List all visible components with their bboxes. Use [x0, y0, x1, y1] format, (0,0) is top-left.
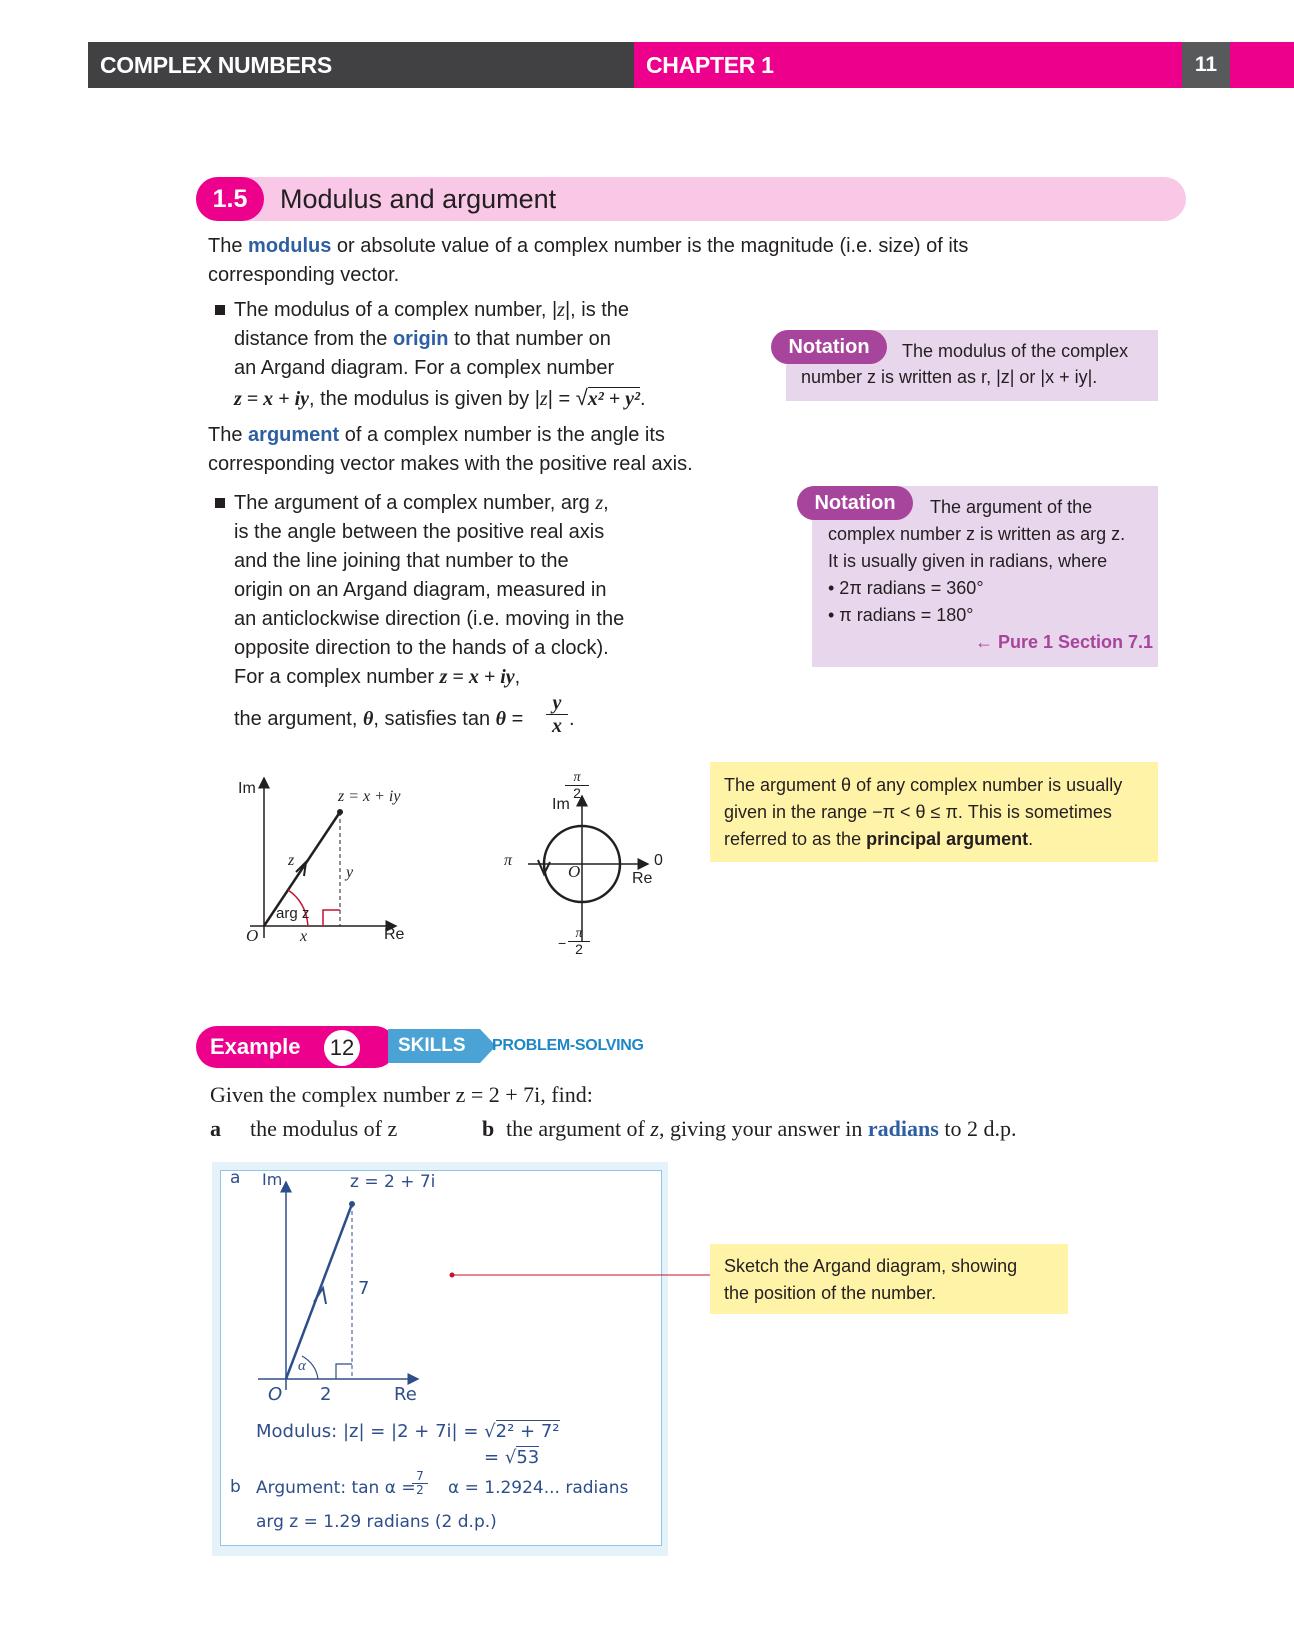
- skill-type: PROBLEM-SOLVING: [492, 1037, 644, 1054]
- argument-definition: The argument of a complex number, arg z, is the angle between the positive real axis and the line joining that number to the origin on an Argand diagram, measured in an anticlockwise direction (i.e. moving in the opposite direction to the hands of a clock). For a complex number z = x + iy,: [234, 492, 625, 688]
- bullet-marker: [212, 498, 226, 512]
- fraction-7-over-2: 7 2: [412, 1470, 428, 1497]
- axis-label-im: Im: [552, 796, 570, 813]
- modulus-result: = √53: [484, 1447, 540, 1468]
- notation-tag: Notation: [797, 486, 913, 520]
- solution-part-b: b: [230, 1477, 241, 1497]
- notation-tag: Notation: [771, 330, 887, 364]
- height-label: 7: [358, 1278, 370, 1299]
- example-question: Given the complex number z = 2 + 7i, find:: [210, 1082, 593, 1107]
- part-b-text: the argument of z, giving your answer in radians to 2 d.p.: [506, 1116, 1017, 1141]
- part-a-text: the modulus of z: [250, 1116, 398, 1141]
- keyword-origin: origin: [392, 328, 449, 350]
- right-angle-mark: [323, 910, 340, 926]
- label-minus: −: [558, 935, 567, 951]
- bullet-marker: [212, 305, 226, 319]
- header-accent: [1230, 42, 1294, 88]
- fraction-y-over-x: y x: [546, 692, 568, 737]
- period: .: [569, 708, 575, 730]
- origin-label: O: [568, 862, 581, 881]
- vector-z: [286, 1204, 352, 1379]
- width-label: x: [300, 928, 308, 945]
- angle-label: α: [298, 1358, 306, 1374]
- argument-intro: The argument of a complex number is the angle its corresponding vector makes with the positive real axis.: [208, 424, 693, 475]
- principal-text: referred to as the principal argument.: [724, 829, 1034, 849]
- principal-text: The argument θ of any complex number is usually: [724, 775, 1123, 795]
- origin-label: O: [246, 926, 259, 945]
- label-pi-over-2: π 2: [565, 770, 589, 801]
- label-minus-pi-over-2: π 2: [568, 926, 590, 957]
- example-number: 12: [322, 1028, 362, 1068]
- page-number: 11: [1182, 42, 1230, 88]
- example-label: Example: [210, 1034, 301, 1059]
- right-angle-mark: [336, 1364, 352, 1379]
- modulus-definition: The modulus of a complex number, |z|, is the distance from the origin to that number on an Argand diagram. For a complex number z = x + iy, the modulus is given by |z| = √x² + y².: [234, 299, 646, 410]
- height-label: y: [346, 864, 354, 881]
- point-label: z = x + iy: [338, 788, 401, 805]
- part-a-label: a: [210, 1116, 221, 1141]
- notation-text: • 2π radians = 360°: [828, 578, 984, 598]
- axis-label-im: Im: [238, 780, 256, 797]
- label-zero: 0: [654, 852, 663, 869]
- header-chapter: CHAPTER 1: [634, 42, 1182, 88]
- sqrt-symbol: √: [575, 385, 588, 410]
- notation-text: The modulus of the complex: [902, 341, 1129, 361]
- argument-formula: the argument, θ, satisfies tan θ =: [234, 708, 524, 730]
- axis-label-re: Re: [632, 870, 653, 887]
- angle-value: α = 1.2924... radians: [448, 1478, 629, 1498]
- principal-text: given in the range −π < θ ≤ π. This is sometimes: [724, 802, 1112, 822]
- notation-text: • π radians = 180°: [828, 605, 974, 625]
- keyword-modulus: modulus: [248, 235, 332, 257]
- skills-tag: SKILLS: [388, 1029, 480, 1063]
- axis-label-re: Re: [384, 926, 405, 943]
- part-b-label: b: [482, 1116, 495, 1141]
- cross-reference-link[interactable]: ← Pure 1 Section 7.1: [975, 632, 1154, 652]
- notation-text: complex number z is written as arg z.: [828, 524, 1126, 544]
- solution-argand-diagram: [250, 1174, 430, 1404]
- axis-label-im: Im: [262, 1170, 283, 1189]
- solution-part-a: a: [230, 1168, 241, 1188]
- label-pi: π: [504, 852, 513, 869]
- notation-text: The argument of the: [930, 497, 1093, 517]
- pointer-line: [448, 1270, 710, 1280]
- sketch-note-text: the position of the number.: [724, 1283, 937, 1303]
- sketch-note-text: Sketch the Argand diagram, showing: [724, 1256, 1018, 1276]
- keyword-argument: argument: [248, 424, 340, 446]
- final-answer: arg z = 1.29 radians (2 d.p.): [256, 1512, 497, 1532]
- notation-text: It is usually given in radians, where: [828, 551, 1108, 571]
- arg-label: arg z: [276, 905, 310, 922]
- notation-text: number z is written as r, |z| or |x + iy|.: [801, 367, 1098, 387]
- header-topic: COMPLEX NUMBERS: [88, 42, 634, 88]
- origin-label: O: [268, 1384, 283, 1405]
- axis-label-re: Re: [394, 1384, 417, 1405]
- vector-label: z: [288, 852, 295, 869]
- width-label: 2: [320, 1384, 332, 1405]
- modulus-working: Modulus: |z| = |2 + 7i| = √2² + 7²: [256, 1421, 560, 1442]
- section-title: Modulus and argument: [280, 184, 557, 214]
- modulus-intro: The modulus or absolute value of a complex number is the magnitude (i.e. size) of its corresponding vector.: [208, 235, 969, 286]
- section-number: 1.5: [196, 177, 264, 221]
- argument-working: Argument: tan α =: [256, 1478, 416, 1498]
- point-label: z = 2 + 7i: [350, 1172, 436, 1192]
